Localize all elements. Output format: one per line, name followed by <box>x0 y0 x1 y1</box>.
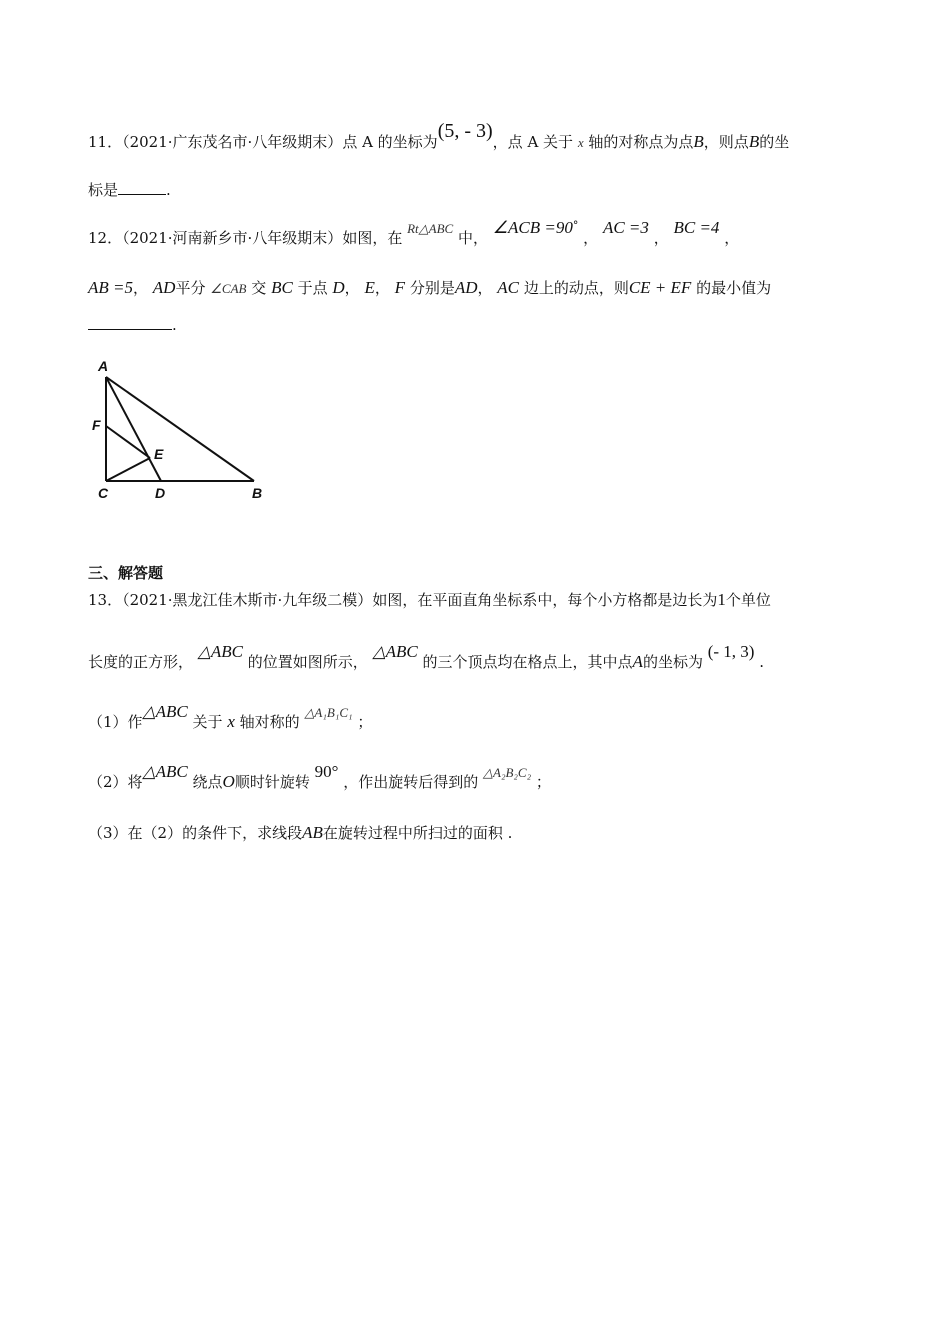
q13-text: 关于 <box>192 713 223 731</box>
q12-point-f: F <box>394 278 406 297</box>
q12-text: 边上的动点，则 <box>523 279 629 297</box>
q13-one: 1 <box>717 590 726 609</box>
q13-text: 长度的正方形， <box>88 653 194 671</box>
q12-ac: AC =3 <box>602 218 649 237</box>
q12-text: ， <box>583 229 599 247</box>
q13-part3 <box>88 823 512 843</box>
q13-rotated-triangle: △A₂B₂C₂ <box>483 765 532 780</box>
q13-number: 13． <box>88 591 123 609</box>
q12-point-d: D <box>332 278 345 297</box>
segment-ad <box>106 377 161 481</box>
q12-bc: BC =4 <box>673 218 720 237</box>
q11-source: （2021·广东茂名市·八年级期末） <box>122 133 343 151</box>
q13-triangle: △ABC <box>142 702 188 721</box>
q13-triangle: △ABC <box>372 642 418 661</box>
q13-point-a: A <box>632 652 643 671</box>
q12-right-triangle: Rt△ABC <box>407 221 454 236</box>
q11-point-b: B <box>693 132 704 151</box>
q13-text: . <box>759 653 765 671</box>
q11-number: 11． <box>88 133 123 151</box>
label-d: D <box>155 485 166 501</box>
q12-line1 <box>88 218 740 250</box>
q13-text: （3）在（2）的条件下，求线段 <box>88 824 303 842</box>
q12-text: 交 <box>251 279 267 297</box>
q12-text: ， <box>344 279 360 297</box>
q12-angle-acb: ∠ACB =90 <box>492 218 573 237</box>
q12-point-e: E <box>364 278 375 297</box>
q12-text: 平分 <box>175 279 206 297</box>
q11-text: ，则点 <box>703 133 749 151</box>
q11-line2 <box>88 180 171 200</box>
q12-text: . <box>172 316 177 334</box>
q13-x-axis: x <box>227 712 235 731</box>
q12-ab: AB =5 <box>88 278 133 297</box>
q11-text: 的坐 <box>759 133 790 151</box>
q13-text: ； <box>357 713 373 731</box>
q13-text: （2）将 <box>88 773 143 791</box>
q13-text: 绕点 <box>192 773 223 791</box>
q12-line2 <box>88 278 771 299</box>
label-f: F <box>92 417 101 433</box>
label-b: B <box>252 485 263 501</box>
q11-line1 <box>88 120 790 153</box>
q11-coordinate: (5, - 3) <box>437 120 493 142</box>
q13-text: 顺时针旋转 <box>234 773 310 791</box>
q12-text: 于点 <box>297 279 328 297</box>
q12-answer-blank <box>88 315 172 330</box>
q13-coordinate: (- 1, 3) <box>707 642 755 661</box>
segment-fe <box>106 426 150 458</box>
q11-point-b: B <box>748 132 760 151</box>
q13-line2 <box>88 642 765 672</box>
q12-ad: AD <box>152 278 176 297</box>
q12-text: 的最小值为 <box>696 279 772 297</box>
label-c: C <box>98 485 109 501</box>
q12-source: （2021·河南新乡市·八年级期末） <box>122 229 343 247</box>
q12-ac: AC <box>497 278 520 297</box>
q13-text: ，作出旋转后得到的 <box>343 773 479 791</box>
q13-reflected-triangle: △A₁B₁C₁ <box>304 705 353 720</box>
q13-text: ； <box>535 773 551 791</box>
q12-line3 <box>88 315 177 335</box>
q13-triangle: △ABC <box>197 642 243 661</box>
q12-ad: AD <box>454 278 478 297</box>
q12-degree: ° <box>572 219 579 232</box>
q12-text: 分别是 <box>409 279 455 297</box>
q13-angle: 90° <box>314 762 339 781</box>
q13-text: 的三个顶点均在格点上，其中点 <box>422 653 633 671</box>
section-heading: 三、解答题 <box>88 564 164 582</box>
q11-text: . <box>166 181 171 199</box>
q12-angle-cab: ∠CAB <box>210 281 247 296</box>
q11-text: ，点 A 关于 <box>492 133 574 151</box>
q13-text: 轴对称的 <box>239 713 300 731</box>
q11-text: 点 A 的坐标为 <box>342 133 438 151</box>
triangle-figure <box>88 355 278 505</box>
q13-triangle: △ABC <box>142 762 188 781</box>
q13-text: （1）作 <box>88 713 143 731</box>
q11-x-symbol: x <box>577 135 584 150</box>
q13-text: 的位置如图所示， <box>247 653 368 671</box>
segment-ce <box>106 458 150 481</box>
q12-text: ， <box>477 279 493 297</box>
q11-text: 轴的对称点为点 <box>588 133 694 151</box>
q11-text: 标是 <box>88 181 119 199</box>
q11-answer-blank <box>118 180 166 195</box>
q12-bc-segment: BC <box>271 278 293 297</box>
q13-point-o: O <box>222 772 235 791</box>
q13-segment-ab: AB <box>302 823 323 842</box>
q13-text: 的坐标为 <box>642 653 703 671</box>
q13-text: 个单位 <box>725 591 771 609</box>
q12-text: 如图，在 <box>342 229 403 247</box>
q12-text: ， <box>133 279 149 297</box>
q13-text: 在旋转过程中所扫过的面积 . <box>322 824 513 842</box>
q12-number: 12． <box>88 229 123 247</box>
label-a: A <box>98 358 109 374</box>
q13-text: 如图，在平面直角坐标系中，每个小方格都是边长为 <box>372 591 718 609</box>
q13-part1 <box>88 702 373 733</box>
q12-text: 中， <box>458 229 489 247</box>
segment-ab <box>106 377 254 481</box>
q13-source: （2021·黑龙江佳木斯市·九年级二模） <box>122 591 373 609</box>
q13-part2 <box>88 762 551 793</box>
q12-text: ， <box>374 279 390 297</box>
q12-text: ， <box>724 229 740 247</box>
q12-expression: CE + EF <box>628 278 692 297</box>
label-e: E <box>154 446 164 462</box>
q12-text: ， <box>653 229 669 247</box>
q13-line1 <box>88 590 771 610</box>
